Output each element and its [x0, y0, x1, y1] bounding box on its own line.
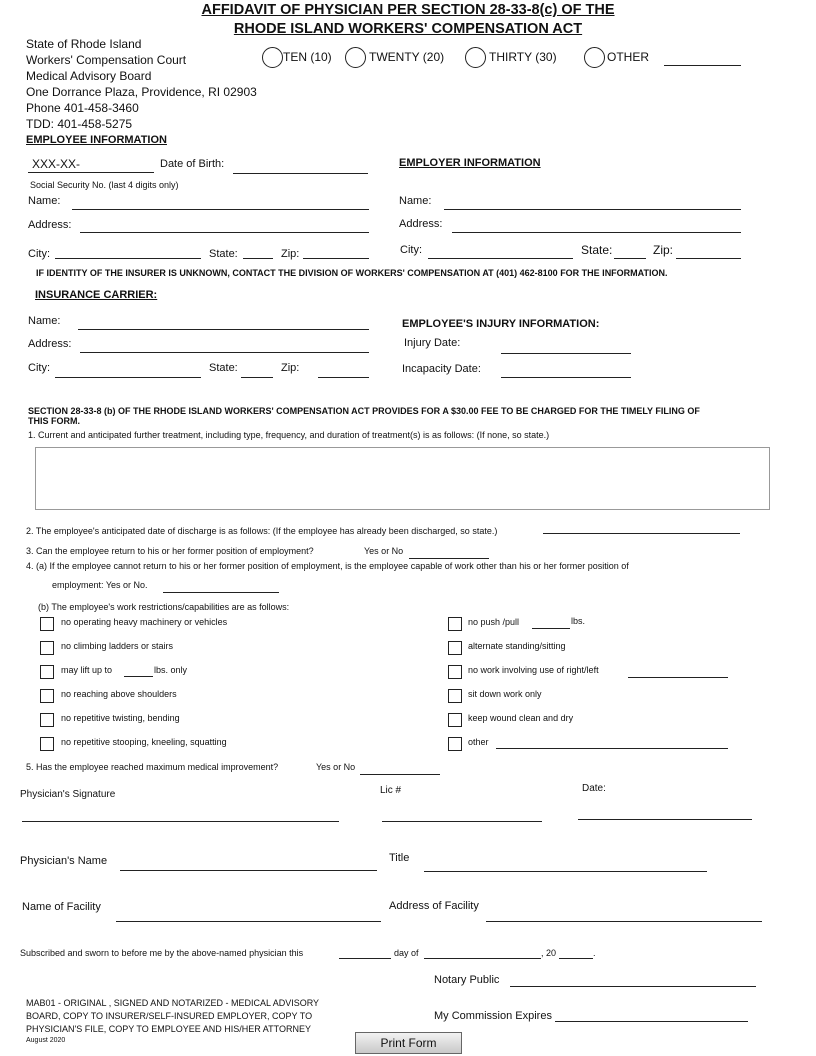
employee-name-label: Name:: [28, 195, 61, 207]
restriction-checkbox[interactable]: [448, 641, 462, 655]
employee-heading: EMPLOYEE INFORMATION: [26, 134, 167, 146]
question-3: 3. Can the employee return to his or her former position of employment?: [26, 546, 314, 556]
restriction-label: sit down work only: [468, 689, 542, 699]
address-line: TDD: 401-458-5275: [26, 117, 133, 131]
question-1: 1. Current and anticipated further treatment, including type, frequency, and duration of treatment(s) is as follows: (If none, so state.): [28, 430, 550, 440]
employee-state-input[interactable]: [243, 258, 273, 259]
footer-line: MAB01 - ORIGINAL , SIGNED AND NOTARIZED - MEDICAL ADVISORY: [26, 998, 320, 1008]
fee-other-label: OTHER: [607, 50, 649, 64]
employee-address-label: Address:: [28, 219, 72, 231]
fee-twenty-radio[interactable]: [345, 47, 366, 68]
employer-address-label: Address:: [399, 218, 443, 230]
footer-date: August 2020: [26, 1037, 66, 1044]
employer-heading: EMPLOYER INFORMATION: [399, 157, 541, 169]
form-title-line2: RHODE ISLAND WORKERS' COMPENSATION ACT: [233, 21, 583, 37]
question-4a-line1: 4. (a) If the employee cannot return to his or her former position of employment, is the employee capable of work other than his or her former position of: [26, 561, 629, 571]
commission-expires-label: My Commission Expires: [434, 1010, 552, 1022]
sworn-day-input[interactable]: [339, 958, 391, 959]
restriction-label: no work involving use of right/left: [468, 665, 599, 675]
carrier-name-label: Name:: [28, 315, 61, 327]
other-restriction-input[interactable]: [496, 748, 728, 749]
injury-heading: EMPLOYEE'S INJURY INFORMATION:: [402, 318, 600, 330]
carrier-state-label: State:: [209, 362, 238, 374]
carrier-zip-label: Zip:: [281, 362, 300, 374]
ssn-value: XXX-XX-: [32, 157, 81, 171]
ssn-input[interactable]: [28, 172, 154, 173]
employee-city-label: City:: [28, 248, 50, 260]
return-former-input[interactable]: [409, 558, 489, 559]
footer-line: BOARD, COPY TO INSURER/SELF-INSURED EMPLOYER, COPY TO: [26, 1011, 313, 1021]
dob-label: Date of Birth:: [160, 158, 225, 170]
restriction-label: no operating heavy machinery or vehicles: [61, 617, 228, 627]
restriction-label: no reaching above shoulders: [61, 689, 177, 699]
restriction-checkbox[interactable]: [40, 689, 54, 703]
fee-ten-label: TEN (10): [283, 50, 332, 64]
restriction-label: no push /pull: [468, 617, 520, 627]
physician-title-input[interactable]: [424, 871, 707, 872]
section-notice-line2: THIS FORM.: [28, 416, 80, 426]
restriction-label: other: [468, 737, 489, 747]
employee-state-label: State:: [209, 248, 238, 260]
incapacity-date-label: Incapacity Date:: [402, 363, 481, 375]
carrier-city-input[interactable]: [55, 377, 201, 378]
fee-ten-radio[interactable]: [262, 47, 283, 68]
carrier-heading: INSURANCE CARRIER:: [35, 289, 158, 301]
restriction-label: keep wound clean and dry: [468, 713, 574, 723]
question-4b: (b) The employee's work restrictions/capabilities are as follows:: [38, 602, 290, 612]
facility-address-input[interactable]: [486, 921, 762, 922]
fee-other-input[interactable]: [664, 65, 741, 66]
employee-city-input[interactable]: [55, 258, 201, 259]
restriction-checkbox[interactable]: [40, 737, 54, 751]
restriction-checkbox[interactable]: [448, 665, 462, 679]
carrier-state-input[interactable]: [241, 377, 273, 378]
employer-zip-label: Zip:: [653, 243, 674, 257]
restriction-checkbox[interactable]: [448, 737, 462, 751]
notary-public-label: Notary Public: [434, 974, 500, 986]
address-line: Phone 401-458-3460: [26, 101, 139, 115]
treatment-textarea[interactable]: [35, 447, 770, 510]
restriction-label: no repetitive twisting, bending: [61, 713, 180, 723]
carrier-name-input[interactable]: [78, 329, 369, 330]
fee-other-radio[interactable]: [584, 47, 605, 68]
fee-thirty-label: THIRTY (30): [489, 50, 557, 64]
carrier-address-label: Address:: [28, 338, 72, 350]
restriction-checkbox[interactable]: [40, 641, 54, 655]
mmi-input[interactable]: [360, 774, 440, 775]
facility-name-input[interactable]: [116, 921, 381, 922]
employer-name-input[interactable]: [444, 209, 741, 210]
lift-pounds-input[interactable]: [124, 676, 153, 677]
employee-zip-label: Zip:: [281, 248, 300, 260]
restriction-label: no climbing ladders or stairs: [61, 641, 174, 651]
section-notice-line1: SECTION 28-33-8 (b) OF THE RHODE ISLAND WORKERS' COMPENSATION ACT PROVIDES FOR A $30.00 FEE TO BE CHARGED FOR THE TIMELY FILING OF: [28, 406, 700, 416]
employer-city-input[interactable]: [428, 258, 573, 259]
employer-state-label: State:: [581, 243, 613, 257]
facility-name-label: Name of Facility: [22, 901, 101, 913]
carrier-address-input[interactable]: [80, 352, 369, 353]
question-3-yesno: Yes or No: [364, 546, 404, 556]
employer-zip-input[interactable]: [676, 258, 741, 259]
restriction-label: may lift up to: [61, 665, 113, 675]
facility-address-label: Address of Facility: [389, 900, 479, 912]
lift-suffix: lbs. only: [154, 665, 188, 675]
sworn-year-input[interactable]: [559, 958, 593, 959]
sworn-period: .: [593, 948, 596, 958]
restriction-checkbox[interactable]: [40, 617, 54, 631]
insurer-notice: IF IDENTITY OF THE INSURER IS UNKNOWN, CONTACT THE DIVISION OF WORKERS' COMPENSATION AT (401) 462-8100 FOR THE INFORMATION.: [36, 268, 668, 278]
physician-name-input[interactable]: [120, 870, 377, 871]
footer-line: PHYSICIAN'S FILE, COPY TO EMPLOYEE AND HIS/HER ATTORNEY: [26, 1024, 311, 1034]
carrier-city-label: City:: [28, 362, 50, 374]
discharge-date-input[interactable]: [543, 533, 740, 534]
carrier-zip-input[interactable]: [318, 377, 369, 378]
employer-name-label: Name:: [399, 195, 432, 207]
question-5: 5. Has the employee reached maximum medical improvement?: [26, 762, 279, 772]
employee-name-input[interactable]: [72, 209, 369, 210]
employer-city-label: City:: [400, 244, 422, 256]
notary-public-input[interactable]: [510, 986, 756, 987]
physician-name-label: Physician's Name: [20, 855, 108, 867]
sworn-year-prefix: , 20: [541, 948, 557, 958]
form-title-line1: AFFIDAVIT OF PHYSICIAN PER SECTION 28-33-8(c) OF THE: [201, 2, 615, 18]
address-line: One Dorrance Plaza, Providence, RI 02903: [26, 85, 257, 99]
signature-date-input[interactable]: [578, 819, 752, 820]
fee-twenty-label: TWENTY (20): [369, 50, 445, 64]
question-4a-line2: employment: Yes or No.: [52, 580, 148, 590]
employee-address-input[interactable]: [80, 232, 369, 233]
capable-other-work-input[interactable]: [163, 592, 279, 593]
restriction-label: no repetitive stooping, kneeling, squatting: [61, 737, 227, 747]
incapacity-date-input[interactable]: [501, 377, 631, 378]
restriction-checkbox[interactable]: [448, 617, 462, 631]
restriction-checkbox[interactable]: [40, 713, 54, 727]
push-pull-pounds-input[interactable]: [532, 628, 570, 629]
physician-signature-input[interactable]: [22, 821, 339, 822]
license-label: Lic #: [380, 785, 402, 796]
injury-date-label: Injury Date:: [404, 337, 461, 349]
employer-state-input[interactable]: [614, 258, 646, 259]
physician-signature-label: Physician's Signature: [20, 789, 116, 800]
signature-date-label: Date:: [582, 783, 606, 794]
employer-address-input[interactable]: [452, 232, 741, 233]
restriction-checkbox[interactable]: [448, 713, 462, 727]
physician-title-label: Title: [389, 852, 410, 864]
question-5-yesno: Yes or No: [316, 762, 356, 772]
address-line: State of Rhode Island: [26, 37, 142, 51]
restriction-label: alternate standing/sitting: [468, 641, 566, 651]
license-input[interactable]: [382, 821, 542, 822]
question-2: 2. The employee's anticipated date of discharge is as follows: (If the employee has already been discharged, so state.): [26, 526, 498, 536]
right-left-input[interactable]: [628, 677, 728, 678]
ssn-label: Social Security No. (last 4 digits only): [30, 180, 179, 190]
address-line: Medical Advisory Board: [26, 69, 152, 83]
push-suffix: lbs.: [571, 616, 586, 626]
sworn-day-of: day of: [394, 948, 419, 958]
address-line: Workers' Compensation Court: [26, 53, 187, 67]
sworn-month-input[interactable]: [424, 958, 541, 959]
injury-date-input[interactable]: [501, 353, 631, 354]
employee-zip-input[interactable]: [303, 258, 369, 259]
sworn-statement: Subscribed and sworn to before me by the above-named physician this: [20, 948, 304, 958]
restriction-checkbox[interactable]: [40, 665, 54, 679]
dob-input[interactable]: [233, 173, 368, 174]
restriction-checkbox[interactable]: [448, 689, 462, 703]
commission-expires-input[interactable]: [555, 1021, 748, 1022]
print-form-button[interactable]: Print Form: [355, 1032, 462, 1054]
fee-thirty-radio[interactable]: [465, 47, 486, 68]
